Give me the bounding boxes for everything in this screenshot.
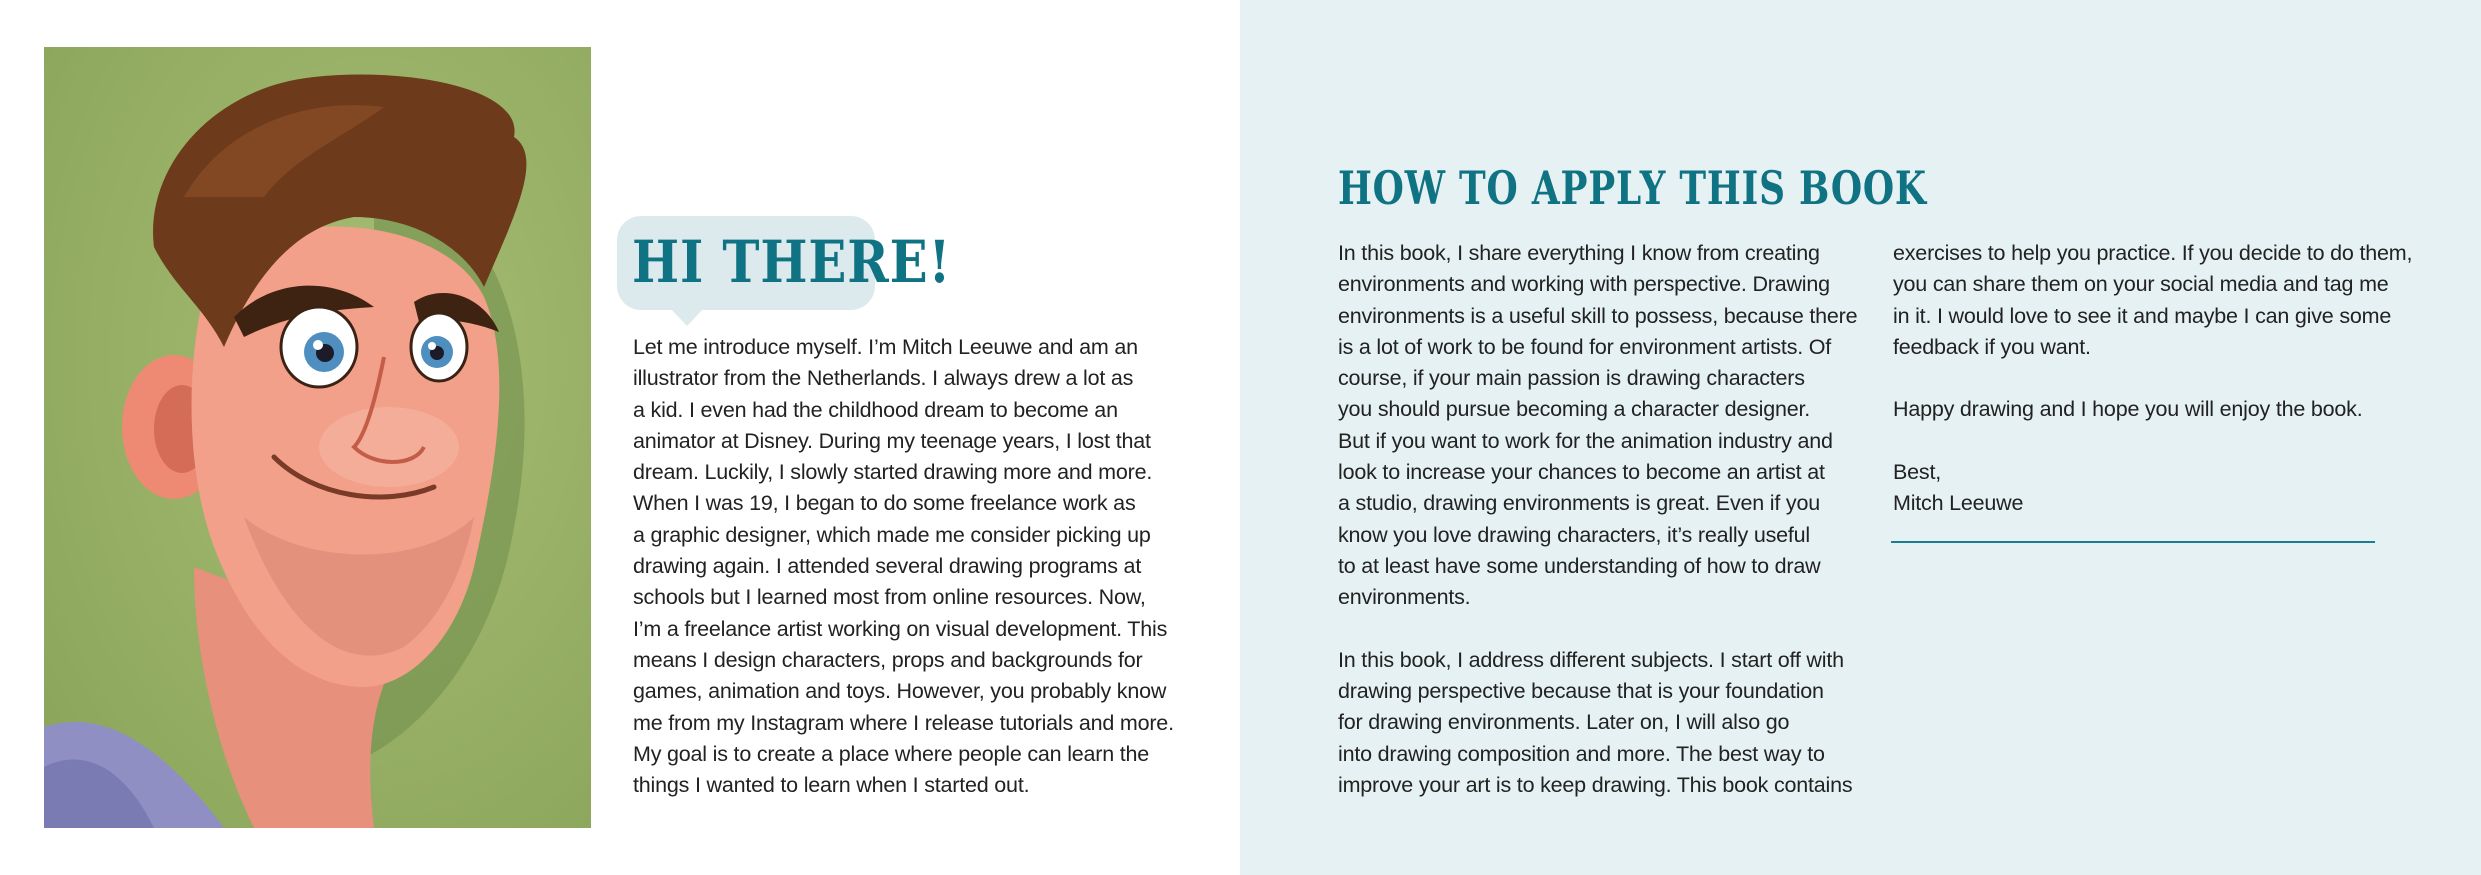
text-line: animator at Disney. During my teenage years, I lost that [633,428,1151,453]
text-line: into drawing composition and more. The best way to [1338,741,1825,766]
text-line: me from my Instagram where I release tutorials and more. [633,710,1174,735]
divider-line [1891,541,2375,543]
paragraph-two [1338,645,1878,801]
author-signature: Mitch Leeuwe [1893,491,2024,516]
text-line: things I wanted to learn when I started out. [633,773,1030,798]
text-line: means I design characters, props and backgrounds for [633,647,1143,672]
speech-bubble-tail [670,308,704,326]
text-line: course, if your main passion is drawing characters [1338,366,1805,391]
text-line: is a lot of work to be found for environment artists. Of [1338,334,1832,359]
text-line: a kid. I even had the childhood dream to become an [633,397,1118,422]
text-line: When I was 19, I began to do some freelance work as [633,491,1136,516]
text-line: to at least have some understanding of how to draw [1338,553,1821,578]
text-line: a graphic designer, which made me consider picking up [633,522,1151,547]
text-line: games, animation and toys. However, you probably know [633,679,1167,704]
intro-paragraph [633,332,1193,801]
text-line: drawing perspective because that is your foundation [1338,679,1824,704]
author-portrait-illustration [44,47,591,828]
text-line: feedback if you want. [1893,334,2091,359]
text-line: environments is a useful skill to possess, because there [1338,303,1858,328]
left-page [0,0,1240,875]
text-line: exercises to help you practice. If you decide to do them, [1893,241,2413,265]
text-line: know you love drawing characters, it’s really useful [1338,522,1810,547]
cartoon-face-icon [44,47,591,828]
text-line: you can share them on your social media and tag me [1893,272,2389,297]
column-two [1893,238,2433,520]
column-one [1338,238,1878,801]
text-line: a studio, drawing environments is great. Even if you [1338,491,1820,516]
text-line: you should pursue becoming a character designer. [1338,397,1811,422]
text-line: improve your art is to keep drawing. This book contains [1338,773,1853,798]
text-line: for drawing environments. Later on, I will also go [1338,710,1790,735]
text-line: But if you want to work for the animation industry and [1338,428,1833,453]
paragraph-three [1893,238,2433,363]
text-line: In this book, I address different subjects. I start off with [1338,647,1844,672]
text-line: look to increase your chances to become an artist at [1338,460,1825,485]
paragraph-one [1338,238,1878,614]
text-line: In this book, I share everything I know from creating [1338,241,1820,265]
text-line: illustrator from the Netherlands. I always drew a lot as [633,366,1134,391]
section-title: HOW TO APPLY THIS BOOK [1338,161,1927,215]
signoff: Best, [1893,460,1941,485]
closing-line: Happy drawing and I hope you will enjoy the book. [1893,397,2363,422]
text-line: dream. Luckily, I slowly started drawing more and more. [633,460,1153,485]
text-line: My goal is to create a place where people can learn the [633,741,1150,766]
text-line: schools but I learned most from online resources. Now, [633,585,1146,610]
greeting-heading: HI THERE! [632,228,952,296]
text-line: Let me introduce myself. I’m Mitch Leeuwe and am an [633,335,1138,359]
text-line: I’m a freelance artist working on visual development. This [633,616,1168,641]
text-line: in it. I would love to see it and maybe I can give some [1893,303,2392,328]
text-line: environments and working with perspective. Drawing [1338,272,1830,297]
text-line: drawing again. I attended several drawing programs at [633,554,1142,579]
text-line: environments. [1338,585,1471,610]
